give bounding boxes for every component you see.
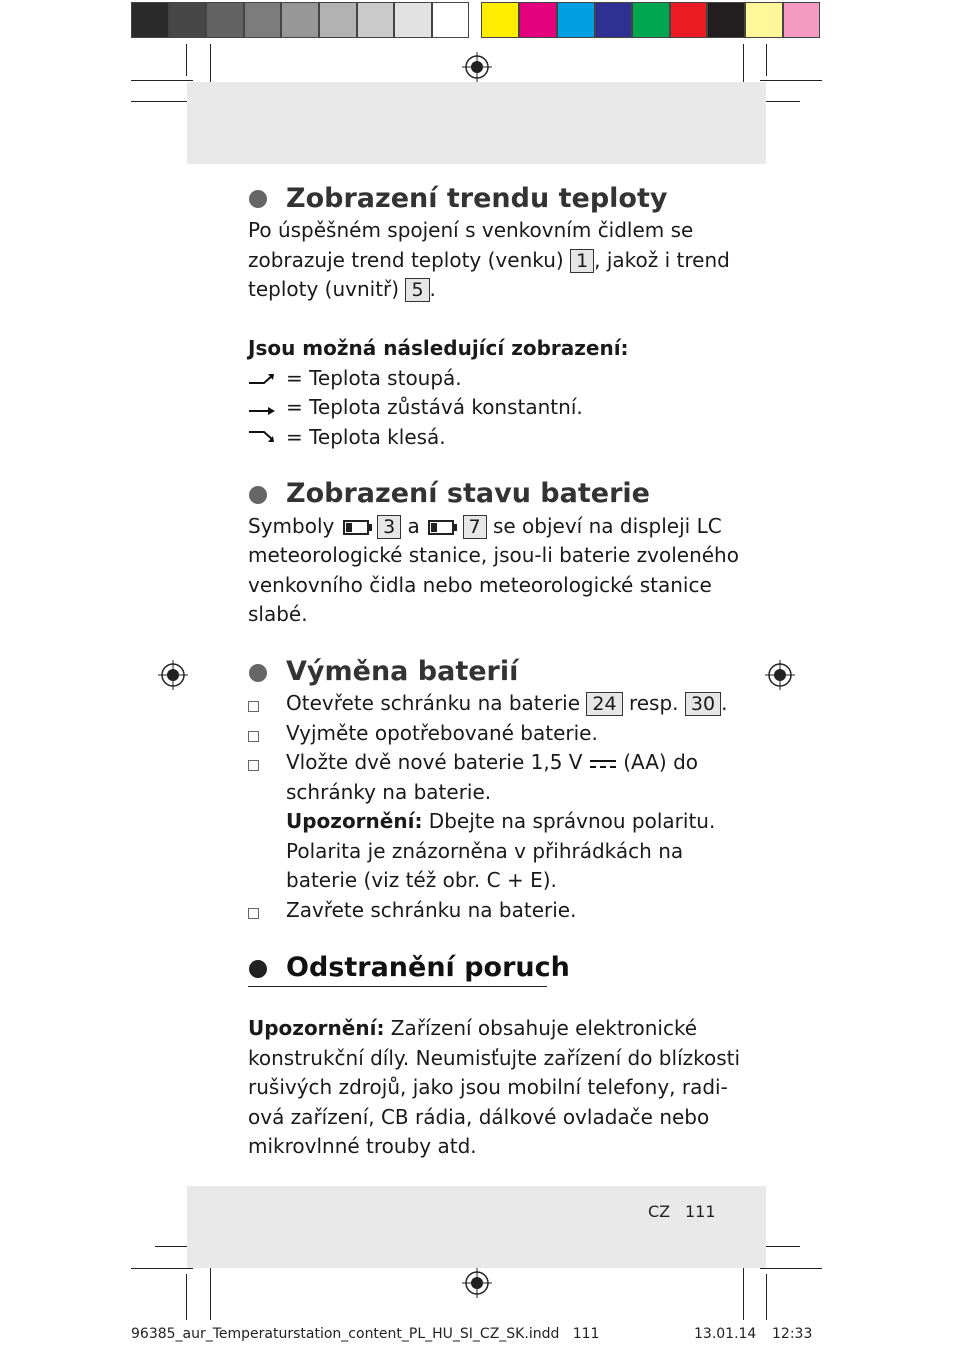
crop-mark	[760, 101, 800, 102]
color-swatch	[169, 2, 207, 38]
color-swatch	[244, 2, 282, 38]
paragraph-line	[248, 1014, 697, 1044]
step-checkbox-icon	[248, 760, 259, 771]
crop-mark	[760, 1268, 822, 1269]
figure-ref: 1	[570, 249, 594, 273]
footer-band	[187, 1186, 766, 1268]
paragraph-line: Po úspěšném spojení s venkovním čidlem se	[248, 218, 694, 242]
note-line	[286, 807, 715, 837]
registration-mark-icon	[462, 52, 492, 82]
note-line: baterie (viz též obr. C + E).	[286, 868, 557, 892]
paragraph-line: meteorologické stanice, jsou-li baterie zvoleného	[248, 543, 739, 567]
crop-mark	[186, 44, 187, 76]
crop-mark	[131, 80, 193, 81]
paragraph-line: slabé.	[248, 602, 308, 626]
color-swatch	[632, 2, 670, 38]
step-checkbox-icon	[248, 731, 259, 742]
battery-low-icon	[343, 520, 369, 535]
header-band	[187, 82, 766, 164]
paragraph-line: mikrovlnné trouby atd.	[248, 1134, 477, 1158]
figure-ref: 3	[377, 515, 401, 539]
heading-underline	[248, 986, 547, 987]
text: resp.	[628, 691, 679, 715]
color-swatch	[557, 2, 595, 38]
subheading: Jsou možná následující zobrazení:	[248, 336, 629, 360]
page-language: CZ	[648, 1202, 671, 1221]
step-text: Vyjměte opotřebované baterie.	[286, 721, 598, 745]
color-swatch	[481, 2, 519, 38]
paragraph-line: ová zařízení, CB rádia, dálkové ovladače nebo	[248, 1105, 710, 1129]
color-swatch	[783, 2, 821, 38]
trend-rising-icon	[248, 370, 276, 386]
text: Vložte dvě nové baterie 1,5 V	[286, 750, 583, 774]
text: Dbejte na správnou polaritu.	[428, 809, 716, 833]
paragraph-line: rušivých zdrojů, jako jsou mobilní telefony, radi-	[248, 1075, 728, 1099]
color-calibration-bar	[131, 2, 820, 38]
section-bullet-icon	[249, 486, 267, 504]
color-swatch	[394, 2, 432, 38]
note-label: Upozornění:	[286, 809, 423, 833]
step-text: schránky na baterie.	[286, 780, 492, 804]
registration-mark-icon	[158, 660, 188, 690]
figure-ref: 30	[685, 692, 721, 716]
crop-mark	[210, 1262, 211, 1320]
crop-mark	[760, 80, 822, 81]
color-swatch	[357, 2, 395, 38]
text: , jakož i trend	[594, 248, 730, 272]
page-number: 111	[685, 1202, 716, 1221]
crop-mark	[766, 1274, 767, 1320]
slug-date: 13.01.14	[694, 1326, 757, 1342]
color-swatch	[519, 2, 557, 38]
slug-filename: 96385_aur_Temperaturstation_content_PL_HU_SI_CZ_SK.indd 111	[131, 1326, 600, 1342]
battery-low-icon	[428, 520, 454, 535]
figure-ref: 7	[463, 515, 487, 539]
dc-voltage-icon	[589, 758, 617, 770]
figure-ref: 5	[405, 278, 429, 302]
text: (AA) do	[623, 750, 699, 774]
text: .	[429, 277, 436, 301]
color-swatch	[670, 2, 708, 38]
note-line: Polarita je znázorněna v přihrádkách na	[286, 839, 684, 863]
paragraph-line: konstrukční díly. Neumisťujte zařízení do blízkosti	[248, 1046, 741, 1070]
color-swatch	[595, 2, 633, 38]
crop-mark	[760, 1246, 800, 1247]
step-text	[286, 748, 698, 778]
section-heading-battery: Zobrazení stavu baterie	[286, 478, 650, 509]
paragraph-line: venkovního čidla nebo meteorologické stanice	[248, 573, 712, 597]
text: a	[407, 514, 420, 538]
section-heading-trend: Zobrazení trendu teploty	[286, 183, 668, 214]
text: .	[721, 691, 728, 715]
step-text: Zavřete schránku na baterie.	[286, 898, 577, 922]
step-text	[286, 689, 727, 719]
crop-mark	[131, 101, 193, 102]
figure-ref: 24	[586, 692, 622, 716]
color-swatch	[432, 2, 470, 38]
text: teploty (uvnitř)	[248, 277, 400, 301]
trend-constant-text: = Teplota zůstává konstantní.	[286, 395, 583, 419]
trend-falling-icon	[248, 428, 276, 446]
trend-falling-text: = Teplota klesá.	[286, 425, 446, 449]
crop-mark	[186, 1274, 187, 1320]
section-bullet-icon	[249, 664, 267, 682]
step-checkbox-icon	[248, 701, 259, 712]
paragraph-line	[248, 512, 722, 542]
color-swatch	[206, 2, 244, 38]
text: se objeví na displeji LC	[492, 514, 722, 538]
crop-mark	[743, 1262, 744, 1320]
trend-constant-icon	[248, 402, 276, 418]
color-swatch	[131, 2, 169, 38]
text: Symboly	[248, 514, 335, 538]
text: Zařízení obsahuje elektronické	[390, 1016, 698, 1040]
trend-rising-text: = Teplota stoupá.	[286, 366, 462, 390]
text: Otevřete schránku na baterie	[286, 691, 581, 715]
registration-mark-icon	[765, 660, 795, 690]
paragraph-line	[248, 246, 730, 276]
step-checkbox-icon	[248, 908, 259, 919]
section-bullet-icon	[249, 960, 267, 978]
note-label: Upozornění:	[248, 1016, 385, 1040]
color-swatch	[707, 2, 745, 38]
color-swatch	[319, 2, 357, 38]
registration-mark-icon	[462, 1268, 492, 1298]
text: zobrazuje trend teploty (venku)	[248, 248, 564, 272]
paragraph-line	[248, 275, 436, 305]
section-heading-troubleshooting: Odstranění poruch	[286, 952, 570, 983]
color-swatch	[745, 2, 783, 38]
section-bullet-icon	[249, 190, 267, 208]
slug-time: 12:33	[772, 1326, 813, 1342]
color-swatch	[281, 2, 319, 38]
crop-mark	[131, 1268, 193, 1269]
crop-mark	[766, 44, 767, 76]
section-heading-battery-replacement: Výměna baterií	[286, 656, 519, 687]
